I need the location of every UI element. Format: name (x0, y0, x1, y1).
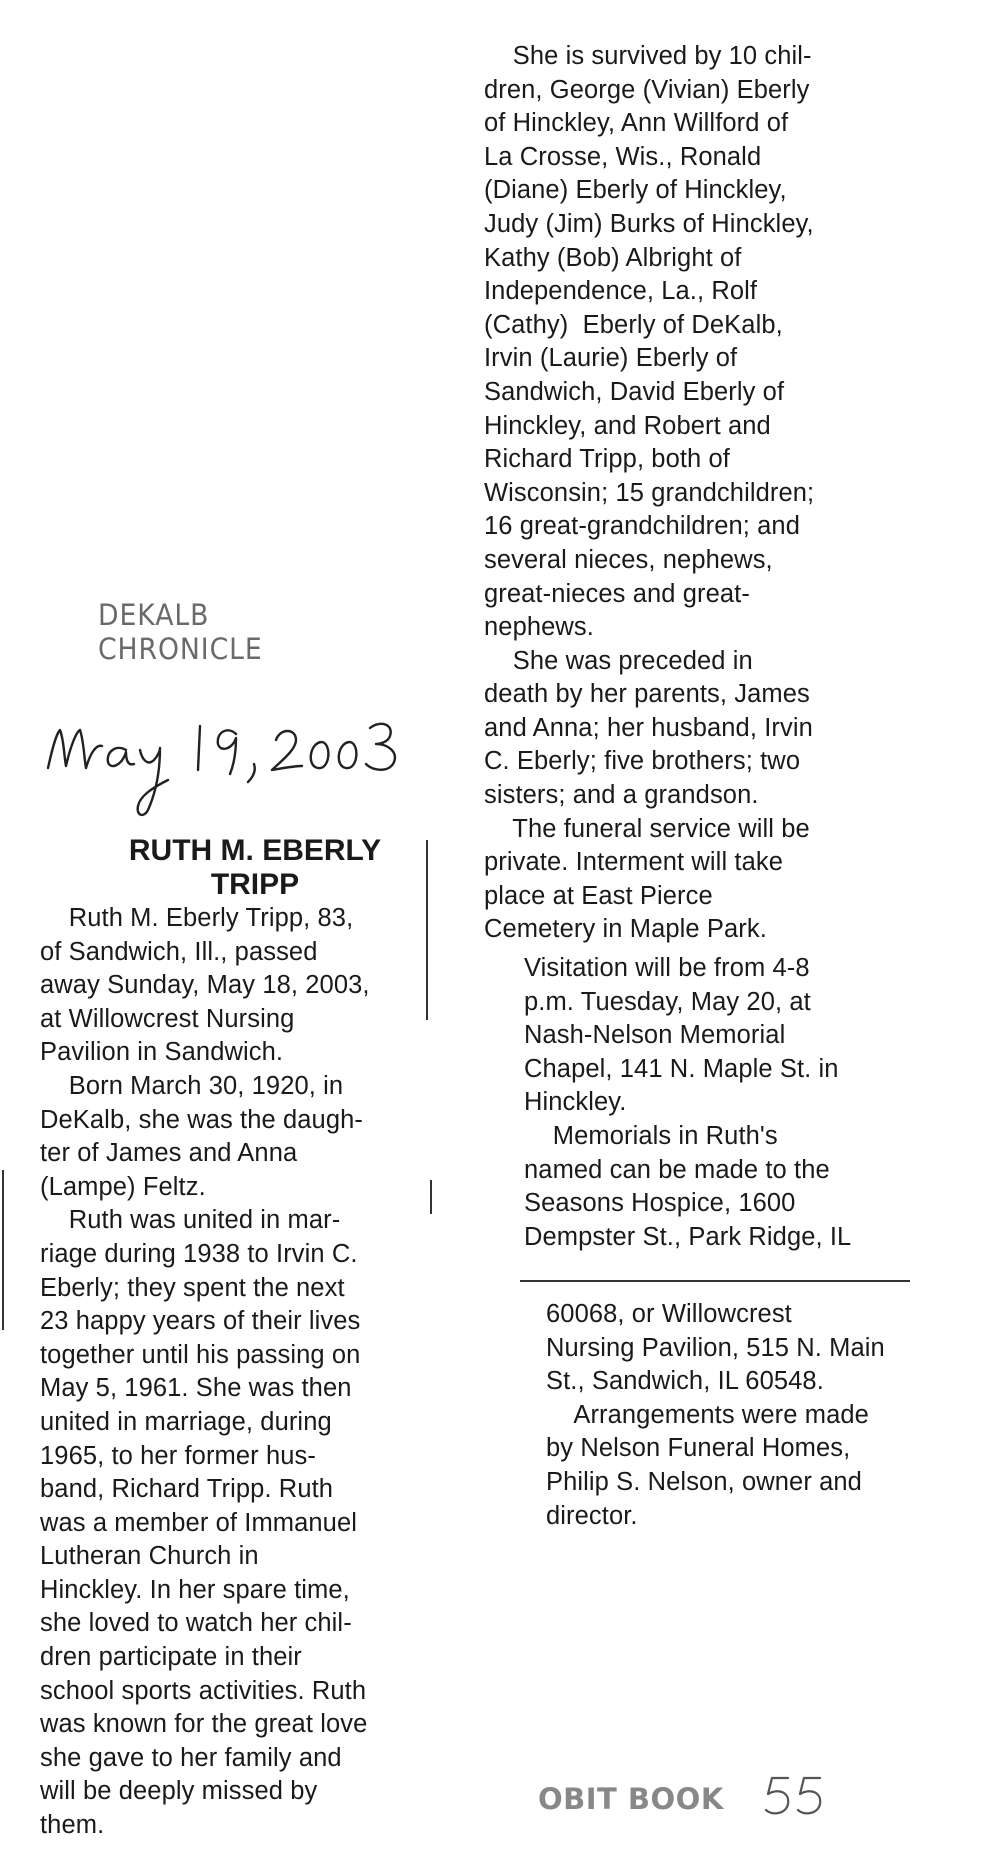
text-line: Pavilion in Sandwich. (40, 1038, 284, 1067)
text-line: of Hinckley, Ann Willford of (484, 109, 789, 138)
text-line: private. Interment will take (484, 848, 784, 877)
text-line: Seasons Hospice, 1600 (524, 1189, 796, 1218)
text-line: at Willowcrest Nursing (40, 1004, 295, 1033)
obituary-headline (60, 834, 450, 902)
text-line: Visitation will be from 4-8 (524, 954, 810, 982)
text-line: She is survived by 10 chil- (484, 42, 812, 70)
text-line: will be deeply missed by (40, 1777, 318, 1806)
text-line: Nursing Pavilion, 515 N. Main (546, 1333, 885, 1362)
text-line: May 5, 1961. She was then (40, 1374, 352, 1403)
text-line: nephews. (484, 613, 594, 642)
text-line: (Diane) Eberly of Hinckley, (484, 176, 787, 205)
text-line: Kathy (Bob) Albright of (484, 243, 742, 272)
text-line: Richard Tripp, both of (484, 445, 730, 474)
text-line: Arrangements were made (546, 1400, 869, 1429)
text-line: Judy (Jim) Burks of Hinckley, (484, 209, 814, 238)
right-column-middle-text (524, 952, 851, 1254)
right-column-lower (546, 1298, 885, 1533)
text-line: Ruth was united in mar- (40, 1206, 341, 1235)
text-line: She was preceded in (484, 646, 753, 675)
right-column-middle (524, 952, 851, 1254)
text-line: she loved to watch her chil- (40, 1609, 352, 1638)
text-line: Irvin (Laurie) Eberly of (484, 344, 738, 373)
text-line: was a member of Immanuel (40, 1508, 358, 1537)
newspaper-stamp: DEKALB CHRONICLE (98, 598, 263, 666)
headline-line-1: RUTH M. EBERLY (128, 834, 382, 867)
text-line: Hinckley, and Robert and (484, 411, 771, 440)
text-line: Born March 30, 1920, in (40, 1071, 344, 1100)
text-line: of Sandwich, Ill., passed (40, 937, 318, 966)
text-line: Dempster St., Park Ridge, IL (524, 1222, 852, 1251)
text-line: she gave to her family and (40, 1743, 342, 1772)
text-line: La Crosse, Wis., Ronald (484, 142, 762, 171)
obit-book-stamp: OBIT BOOK (538, 1782, 724, 1816)
text-line: Philip S. Nelson, owner and (546, 1467, 862, 1496)
text-line: Hinckley. In her spare time, (40, 1575, 350, 1604)
text-line: named can be made to the (524, 1155, 830, 1184)
text-line: sisters; and a grandson. (484, 781, 759, 810)
text-line: 1965, to her former hus- (40, 1441, 316, 1470)
text-line: DeKalb, she was the daugh- (40, 1105, 363, 1134)
text-line: dren, George (Vivian) Eberly (484, 75, 810, 104)
text-line: 60068, or Willowcrest (546, 1300, 792, 1328)
text-line: school sports activities. Ruth (40, 1676, 367, 1705)
left-column (40, 902, 370, 1843)
text-line: 16 great-grandchildren; and (484, 512, 800, 541)
left-column-text (40, 902, 370, 1843)
column-rule (430, 1180, 432, 1214)
text-line: Eberly; they spent the next (40, 1273, 345, 1302)
text-line: band, Richard Tripp. Ruth (40, 1475, 334, 1504)
text-line: by Nelson Funeral Homes, (546, 1434, 851, 1463)
text-line: (Lampe) Feltz. (40, 1172, 206, 1201)
text-line: Hinckley. (524, 1088, 627, 1117)
right-column-upper (484, 40, 814, 947)
text-line: Sandwich, David Eberly of (484, 377, 785, 406)
handwritten-date (40, 700, 420, 830)
text-line: death by her parents, James (484, 680, 810, 709)
text-line: place at East Pierce (484, 881, 713, 910)
text-line: p.m. Tuesday, May 20, at (524, 987, 811, 1016)
text-line: them. (40, 1811, 105, 1840)
text-line: director. (546, 1501, 638, 1530)
text-line: Ruth M. Eberly Tripp, 83, (40, 904, 354, 932)
text-line: C. Eberly; five brothers; two (484, 747, 801, 776)
text-line: St., Sandwich, IL 60548. (546, 1367, 824, 1396)
text-line: The funeral service will be (484, 814, 810, 843)
text-line: riage during 1938 to Irvin C. (40, 1239, 358, 1268)
text-line: dren participate in their (40, 1643, 302, 1672)
obit-book-number (762, 1772, 832, 1820)
text-line: Cemetery in Maple Park. (484, 915, 767, 944)
text-line: Independence, La., Rolf (484, 277, 758, 306)
text-line: and Anna; her husband, Irvin (484, 713, 813, 742)
text-line: (Cathy) Eberly of DeKalb, (484, 310, 783, 339)
text-line: 23 happy years of their lives (40, 1307, 361, 1336)
text-line: Nash-Nelson Memorial (524, 1021, 786, 1050)
text-line: Wisconsin; 15 grandchildren; (484, 478, 815, 507)
text-line: Lutheran Church in (40, 1542, 259, 1571)
text-line: Memorials in Ruth's (524, 1121, 778, 1150)
right-column-lower-text (546, 1298, 885, 1533)
text-line: was known for the great love (40, 1710, 368, 1739)
text-line: great-nieces and great- (484, 579, 750, 608)
text-line: several nieces, nephews, (484, 545, 773, 574)
clipping-edge (2, 1170, 4, 1330)
headline-line-2: TRIPP (210, 868, 300, 901)
right-column-upper-text (484, 40, 814, 947)
column-rule (426, 840, 428, 1020)
text-line: united in marriage, during (40, 1407, 332, 1436)
text-line: away Sunday, May 18, 2003, (40, 971, 370, 1000)
text-line: together until his passing on (40, 1340, 361, 1369)
clipping-rule (520, 1280, 910, 1282)
text-line: ter of James and Anna (40, 1139, 298, 1168)
text-line: Chapel, 141 N. Maple St. in (524, 1054, 839, 1083)
